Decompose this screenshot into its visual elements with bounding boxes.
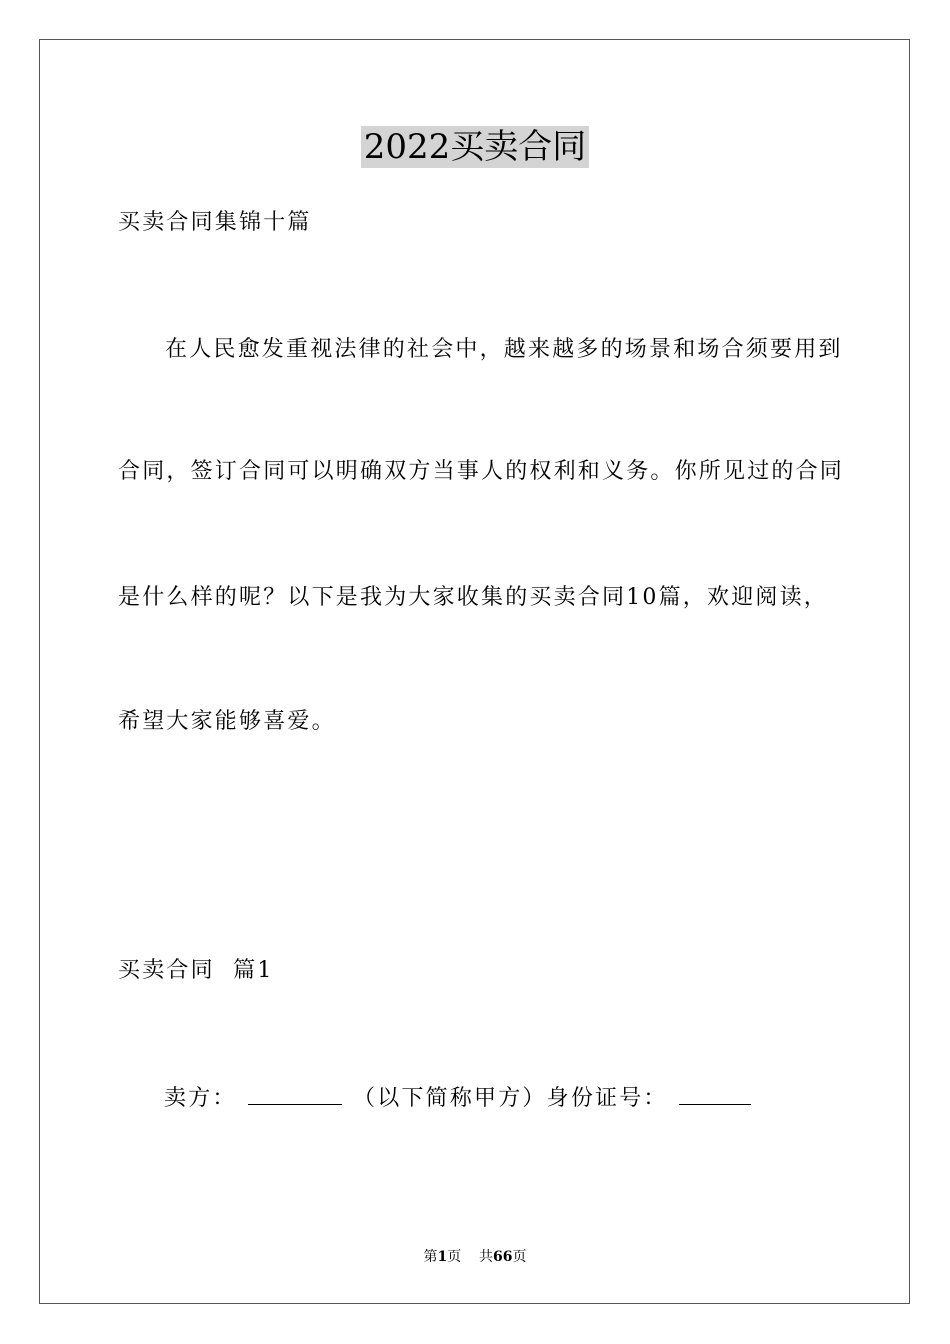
intro-line-4: 希望大家能够喜爱。 xyxy=(118,709,336,734)
footer-total-pages: 66 xyxy=(493,1249,513,1265)
footer-total-prefix: 共 xyxy=(479,1249,494,1265)
seller-middle-text: （以下简称甲方）身份证号： xyxy=(353,1086,668,1111)
footer-page-current: 1 xyxy=(437,1249,448,1265)
seller-id-blank xyxy=(679,1082,751,1105)
title-container xyxy=(0,126,950,168)
footer-page-prefix: 第 xyxy=(423,1249,438,1265)
seller-label: 卖方： xyxy=(164,1086,237,1111)
intro-line-3: 是什么样的呢？以下是我为大家收集的买卖合同10篇，欢迎阅读， xyxy=(118,585,828,610)
intro-line-2: 合同，签订合同可以明确双方当事人的权利和义务。你所见过的合同 xyxy=(118,459,845,484)
intro-line-1: 在人民愈发重视法律的社会中，越来越多的场景和场合须要用到 xyxy=(165,337,843,362)
document-title: 2022买卖合同 xyxy=(361,126,590,168)
seller-line xyxy=(164,1082,753,1113)
section-heading: 买卖合同 篇1 xyxy=(118,958,274,983)
page-footer xyxy=(0,1248,950,1266)
seller-name-blank xyxy=(248,1082,342,1105)
footer-page-unit: 页 xyxy=(447,1249,462,1265)
footer-total-unit: 页 xyxy=(512,1249,527,1265)
document-subtitle: 买卖合同集锦十篇 xyxy=(118,210,312,235)
